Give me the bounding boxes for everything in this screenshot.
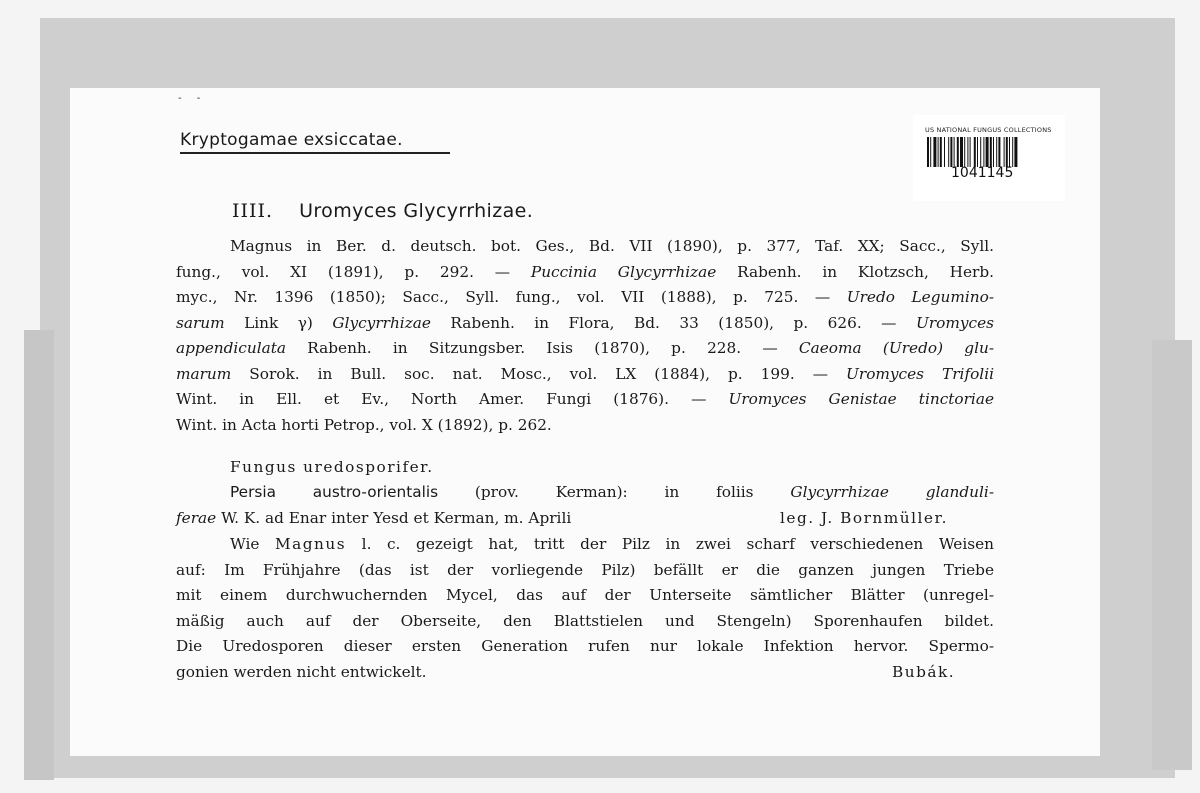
- barcode-collection-name: US NATIONAL FUNGUS COLLECTIONS: [925, 126, 1052, 134]
- locality-block: [176, 480, 994, 531]
- note-line: gonien werden nicht entwickelt. Bubák.: [176, 660, 994, 686]
- species-heading: [232, 200, 533, 222]
- sheet-edge-right: [1152, 340, 1192, 770]
- note-line: mit einem durchwuchernden Mycel, das auf der Unterseite sämtlicher Blätter (unregel-: [176, 586, 994, 604]
- barcode-label: [913, 115, 1065, 201]
- note-line: mäßig auch auf der Oberseite, den Blattstielen und Stengeln) Sporenhaufen bildet.: [176, 611, 994, 630]
- host-name: Glycyrrhizae glanduli-: [790, 483, 994, 501]
- locality-line: ferae W. K. ad Enar inter Yesd et Kerman, m. Aprili leg. J. Bornmüller.: [176, 506, 994, 532]
- reference-line: myc., Nr. 1396 (1850); Sacc., Syll. fung., vol. VII (1888), p. 725. — Uredo Legumino-: [176, 288, 994, 306]
- sheet-edge-left: [24, 330, 54, 780]
- header-marks: - -: [178, 93, 207, 104]
- barcode-number: 1041145: [951, 165, 1014, 181]
- note-line: auf: Im Frühjahre (das ist der vorliegende Pilz) befällt er die ganzen jungen Triebe: [176, 560, 994, 579]
- locality-line: Persia austro-orientalis (prov. Kerman): in foliis Glycyrrhizae glanduli-: [230, 483, 994, 501]
- species-name: Uromyces Glycyrrhizae.: [299, 200, 534, 222]
- reference-line: Magnus in Ber. d. deutsch. bot. Ges., Bd. VII (1890), p. 377, Taf. XX; Sacc., Syll.: [230, 237, 994, 255]
- reference-line: fung., vol. XI (1891), p. 292. — Puccinia Glycyrrhizae Rabenh. in Klotzsch, Herb.: [176, 262, 994, 281]
- reference-line: marum Sorok. in Bull. soc. nat. Mosc., vol. LX (1884), p. 199. — Uromyces Trifolii: [176, 364, 994, 383]
- reference-line: Wint. in Acta horti Petrop., vol. X (1892), p. 262.: [176, 415, 552, 434]
- references-block: [176, 234, 994, 438]
- reference-line: appendiculata Rabenh. in Sitzungsber. Isis (1870), p. 228. — Caeoma (Uredo) glu-: [176, 339, 994, 357]
- series-title: Kryptogamae exsiccatae.: [180, 130, 450, 154]
- note-line: Wie Magnus l. c. gezeigt hat, tritt der Pilz in zwei scharf verschiedenen Weisen: [230, 535, 994, 553]
- notes-block: [176, 532, 994, 685]
- author: Bubák.: [892, 662, 956, 681]
- locality-region: Persia austro-orientalis: [230, 483, 439, 501]
- note-line: Die Uredosporen dieser ersten Generation rufen nur lokale Infektion hervor. Spermo-: [176, 637, 994, 655]
- fungus-type: Fungus uredosporifer.: [230, 458, 434, 476]
- collector: leg. J. Bornmüller.: [780, 508, 948, 527]
- reference-line: Wint. in Ell. et Ev., North Amer. Fungi (1876). — Uromyces Genistae tinctoriae: [176, 390, 994, 408]
- entry-number: IIII.: [232, 200, 274, 222]
- barcode-icon: [927, 137, 1051, 167]
- reference-line: sarum Link γ) Glycyrrhizae Rabenh. in Flora, Bd. 33 (1850), p. 626. — Uromyces: [176, 313, 994, 332]
